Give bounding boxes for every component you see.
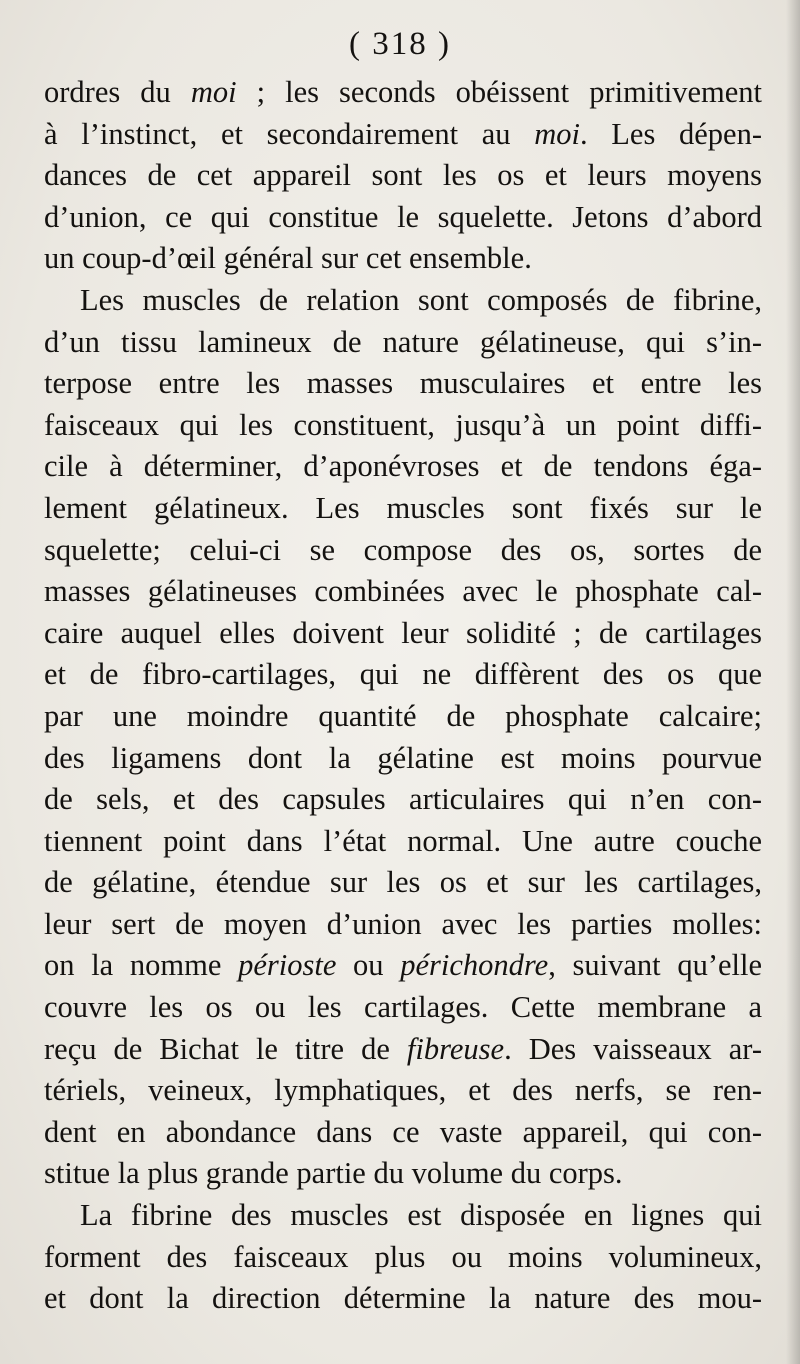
text-line: [44, 405, 762, 447]
text-line: [44, 571, 762, 613]
text-segment: lement gélatineux. Les muscles sont fixés sur le: [44, 490, 762, 525]
text-segment: caire auquel elles doivent leur solidité ; de cartilages: [44, 615, 762, 650]
page-edge-shadow: [786, 0, 800, 1364]
text-segment: et de fibro-cartilages, qui ne diffèrent des os que: [44, 657, 762, 692]
italic-term: moi: [534, 116, 580, 151]
text-segment: d’union, ce qui constitue le squelette. Jetons d’abord: [44, 199, 762, 234]
text-line: [44, 1195, 762, 1237]
text-line: [44, 1237, 762, 1279]
text-segment: terpose entre les masses musculaires et entre les: [44, 366, 762, 401]
text-line: [44, 613, 762, 655]
text-line: [44, 945, 762, 987]
text-segment: squelette; celui-ci se compose des os, sortes de: [44, 532, 762, 567]
italic-term: fibreuse: [406, 1031, 505, 1066]
text-segment: un coup-d’œil général sur cet ensemble.: [44, 241, 532, 276]
text-segment: de sels, et des capsules articulaires qui n’en con-: [44, 782, 762, 817]
text-line: [44, 363, 762, 405]
text-line: [44, 1278, 762, 1320]
text-segment: de gélatine, étendue sur les os et sur les cartilages,: [44, 865, 762, 900]
text-line: [44, 862, 762, 904]
text-segment: tiennent point dans l’état normal. Une autre couche: [44, 823, 762, 858]
text-line: [44, 280, 762, 322]
text-line: [44, 779, 762, 821]
text-line: [44, 696, 762, 738]
text-segment: La fibrine des muscles est disposée en lignes qui: [80, 1198, 762, 1233]
text-line: [44, 654, 762, 696]
text-segment: couvre les os ou les cartilages. Cette membrane a: [44, 990, 762, 1025]
text-line: [44, 114, 762, 156]
text-line: [44, 197, 762, 239]
text-segment: faisceaux qui les constituent, jusqu’à un point diffi-: [44, 407, 762, 442]
text-segment: leur sert de moyen d’union avec les parties molles:: [44, 906, 762, 941]
text-segment: Les muscles de relation sont composés de fibrine,: [80, 282, 762, 317]
text-segment: . Des vaisseaux ar-: [504, 1031, 762, 1066]
text-segment: ou: [336, 948, 401, 983]
italic-term: moi: [190, 75, 237, 109]
text-segment: tériels, veineux, lymphatiques, et des nerfs, se ren-: [44, 1073, 762, 1108]
text-line: [44, 446, 762, 488]
text-segment: cile à déterminer, d’aponévroses et de tendons éga-: [44, 449, 762, 484]
text-line: [44, 488, 762, 530]
text-segment: ; les seconds obéissent primitivement: [236, 75, 762, 109]
text-line: [44, 1070, 762, 1112]
text-segment: d’un tissu lamineux de nature gélatineuse, qui s’in-: [44, 324, 762, 359]
text-line: [44, 155, 762, 197]
text-line: [44, 904, 762, 946]
text-line: [44, 322, 762, 364]
italic-term: périoste: [238, 948, 337, 983]
page-number: ( 318 ): [349, 26, 451, 62]
text-line: [44, 1153, 762, 1195]
text-line: [44, 238, 762, 280]
text-segment: dances de cet appareil sont les os et leurs moyens: [44, 158, 762, 193]
text-line: [44, 1112, 762, 1154]
text-segment: et dont la direction détermine la nature des mou-: [44, 1281, 762, 1316]
text-segment: à l’instinct, et secondairement au: [44, 116, 535, 151]
text-line: [44, 530, 762, 572]
body-text: [44, 72, 762, 1320]
text-line: [44, 72, 762, 114]
text-line: [44, 821, 762, 863]
text-segment: forment des faisceaux plus ou moins volumineux,: [44, 1239, 762, 1274]
text-segment: par une moindre quantité de phosphate calcaire;: [44, 698, 762, 733]
text-segment: on la nomme: [44, 948, 239, 983]
text-segment: des ligamens dont la gélatine est moins pourvue: [44, 740, 762, 775]
text-line: [44, 738, 762, 780]
text-segment: , suivant qu’elle: [548, 948, 763, 983]
text-segment: . Les dépen-: [579, 116, 762, 151]
text-segment: reçu de Bichat le titre de: [44, 1031, 407, 1066]
text-line: [44, 987, 762, 1029]
text-line: [44, 1029, 762, 1071]
text-segment: dent en abondance dans ce vaste appareil, qui con-: [44, 1114, 762, 1149]
text-segment: ordres du: [44, 75, 191, 109]
text-segment: stitue la plus grande partie du volume du corps.: [44, 1156, 623, 1191]
italic-term: périchondre: [400, 948, 549, 983]
text-segment: masses gélatineuses combinées avec le phosphate cal-: [44, 574, 762, 609]
